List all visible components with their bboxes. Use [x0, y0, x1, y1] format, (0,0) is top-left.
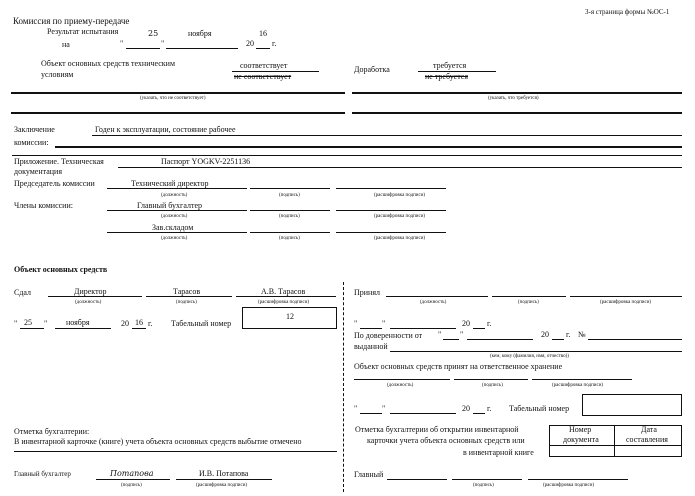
member1-cap-decoding: (расшифровка подписи): [374, 214, 426, 219]
conditions-caption: (указать, что не соответствует): [140, 96, 206, 101]
handover-label: Сдал: [14, 288, 32, 297]
chief-decoding-line: [176, 479, 272, 480]
handover-signature-line: [146, 296, 232, 297]
conditions-option-no: не соответствует: [234, 72, 292, 81]
member1-signature-line: [250, 210, 330, 211]
chief-accountant-signature: Потапова: [110, 469, 154, 478]
inventory-col1-header-2: документа: [563, 435, 599, 444]
handover-year-suffix: г.: [148, 319, 153, 328]
object-section-title: Объект основных средств: [14, 265, 108, 274]
chief-cap-signature: (подпись): [121, 483, 142, 488]
handover-cap-position: (должность): [75, 300, 102, 305]
receive-month-line: [390, 328, 456, 329]
accounting-note-label: Отметка бухгалтерии:: [14, 427, 90, 436]
member1-cap-signature: (подпись): [279, 214, 300, 219]
custody-text: Объект основных средств принят на ответственное хранение: [354, 362, 563, 371]
chairman-cap-decoding: (расшифровка подписи): [374, 193, 426, 198]
test-month-line: [166, 48, 238, 49]
proxy-year-line: [552, 339, 564, 340]
accounting-note-text: В инвентарной карточке (книге) учета объекта основных средств выбытие отмечено: [14, 438, 302, 446]
inventory-table-divider: [614, 425, 615, 457]
test-results-label: Результат испытания: [47, 27, 119, 36]
receive-quote-close: ": [382, 319, 386, 328]
receive-label: Принял: [354, 288, 381, 297]
handover-day-line: [20, 328, 44, 329]
receive-year-prefix: 20: [462, 319, 470, 328]
custody-year-suffix: г.: [487, 404, 492, 413]
receive-decoding-line: [570, 296, 682, 297]
member2-cap-signature: (подпись): [279, 236, 300, 241]
handover-position-line: [48, 296, 142, 297]
handover-year-line: [132, 328, 146, 329]
page-label: 3-я страница формы №ОС-1: [585, 8, 670, 16]
chairman-cap-position: (должность): [161, 193, 188, 198]
custody-year-line: [473, 413, 485, 414]
chairman-decoding-line: [336, 188, 446, 189]
chairman-label: Председатель комиссии: [14, 179, 95, 188]
proxy-label: По доверенности от: [354, 331, 423, 340]
commission-title: Комиссия по приему-передаче: [13, 16, 130, 26]
section-divider: [343, 282, 344, 492]
member2-position-line: [107, 232, 247, 233]
rule-line-1: [11, 112, 345, 114]
test-day-line: [126, 48, 160, 49]
member1-position-line: [107, 210, 247, 211]
rework-label: Доработка: [354, 65, 390, 74]
member2-cap-decoding: (расшифровка подписи): [374, 236, 426, 241]
custody-quote-close: ": [382, 404, 386, 413]
receive-signature-line: [492, 296, 566, 297]
attachment-passport: Паспорт YOGKV-2251136: [161, 157, 251, 166]
test-year-prefix: 20: [246, 39, 254, 48]
chief-signature-line: [96, 479, 170, 480]
inventory-table-header-line: [549, 445, 682, 446]
receive-cap-signature: (подпись): [518, 300, 539, 305]
custody-day-line: [360, 413, 382, 414]
member2-signature-line: [250, 232, 330, 233]
test-year-line: [256, 48, 270, 49]
proxy-quote-close: ": [460, 330, 464, 339]
custody-cap-position: (должность): [387, 383, 414, 388]
conclusion-label-2: комиссии:: [14, 138, 49, 147]
attachment-label: Приложение. Техническая: [14, 157, 104, 166]
member2-cap-position: (должность): [161, 236, 188, 241]
conditions-label: Объект основных средств техническим: [41, 59, 176, 68]
attachment-line: [12, 155, 682, 156]
custody-position-line: [354, 379, 450, 380]
custody-decoding-line: [532, 379, 632, 380]
custody-month-line: [390, 413, 456, 414]
rework-option-no: не требуется: [425, 72, 469, 81]
inventory-col2-header-2: составления: [626, 435, 668, 444]
inventory-col1-header: Номер: [569, 425, 592, 434]
handover-month: ноября: [66, 318, 90, 327]
receive-year-suffix: г.: [487, 319, 492, 328]
test-day-quote-close: ": [161, 39, 165, 48]
inventory-col2-header: Дата: [641, 425, 657, 434]
proxy-number-sign: №: [578, 330, 586, 339]
handover-decoding-line: [236, 296, 336, 297]
chief-cap-decoding: (расшифровка подписи): [196, 483, 248, 488]
proxy-issued-label: выданной: [354, 342, 388, 351]
proxy-caption: (кем, кому (фамилия, имя, отчество)): [490, 354, 569, 359]
receive-position-line: [386, 296, 488, 297]
conditions-option-yes: соответствует: [240, 61, 288, 70]
handover-quote-open: ": [14, 319, 18, 328]
conclusion-text: Годен к эксплуатации, состояние рабочее: [95, 125, 236, 134]
custody-quote-open: ": [354, 404, 358, 413]
handover-cap-decoding: (расшифровка подписи): [258, 300, 310, 305]
members-label: Члены комиссии:: [14, 201, 73, 210]
member1-decoding-line: [336, 210, 446, 211]
receive-cap-decoding: (расшифровка подписи): [600, 300, 652, 305]
receive-year-line: [473, 328, 485, 329]
custody-cap-decoding: (расшифровка подписи): [552, 383, 604, 388]
rule-line-2: [352, 112, 682, 114]
member1-cap-position: (должность): [161, 214, 188, 219]
chairman-signature-line: [250, 188, 330, 189]
inventory-mark-line3: в инвентарной книге: [463, 448, 534, 457]
rework-answer-line: [352, 92, 682, 94]
receive-quote-open: ": [354, 319, 358, 328]
handover-year: 16: [135, 318, 143, 327]
handover-day: 25: [24, 318, 32, 327]
handover-tab-label: Табельный номер: [171, 319, 232, 328]
custody-cap-signature: (подпись): [482, 383, 503, 388]
member1-position: Главный бухгалтер: [137, 201, 202, 210]
proxy-month-line: [467, 339, 533, 340]
receive-day-line: [360, 328, 382, 329]
chairman-cap-signature: (подпись): [279, 193, 300, 198]
custody-tab-label: Табельный номер: [509, 404, 570, 413]
chairman-position-line: [107, 188, 247, 189]
inventory-decoding-line: [528, 479, 628, 480]
conclusion-label: Заключение: [14, 125, 55, 134]
chairman-position: Технический директор: [131, 179, 209, 188]
inventory-cap-signature: (подпись): [473, 483, 494, 488]
inventory-mark-line2: карточки учета объекта основных средств или: [367, 436, 525, 445]
inventory-signature-line: [452, 479, 522, 480]
proxy-number-line: [588, 339, 682, 340]
accounting-note-line: [14, 451, 337, 452]
handover-month-line: [55, 328, 111, 329]
custody-signature-line: [454, 379, 528, 380]
custody-tab-box: [582, 394, 682, 416]
handover-tab-number: 12: [286, 312, 294, 321]
attachment-line-2: [118, 167, 682, 168]
test-day: 25: [148, 29, 159, 38]
handover-position: Директор: [74, 287, 107, 296]
proxy-year-suffix: г.: [566, 330, 571, 339]
test-results-label-2: на: [62, 40, 70, 49]
handover-signature: Тарасов: [173, 287, 201, 296]
chief-accountant-decoding: И.В. Потапова: [199, 469, 249, 478]
conclusion-line-2: [55, 146, 682, 148]
member2-decoding-line: [336, 232, 446, 233]
custody-year-prefix: 20: [462, 404, 470, 413]
conclusion-line-1: [92, 135, 682, 136]
inventory-chief-label: Главный: [354, 470, 384, 479]
test-month: ноября: [188, 29, 212, 38]
inventory-cap-decoding: (расшифровка подписи): [543, 483, 595, 488]
attachment-label-2: документация: [14, 167, 63, 176]
test-day-quote-open: ": [120, 39, 124, 48]
test-year-suffix: г.: [272, 39, 277, 48]
receive-cap-position: (должность): [420, 300, 447, 305]
chief-accountant-label: Главный бухгалтер: [14, 470, 71, 478]
proxy-issued-line: [390, 351, 682, 352]
rework-caption: (указать, что требуется): [488, 96, 539, 101]
member2-position: Зав.складом: [152, 223, 194, 232]
inventory-chief-line: [387, 479, 447, 480]
handover-decoding: А.В. Тарасов: [261, 287, 306, 296]
proxy-year-prefix: 20: [541, 330, 549, 339]
handover-quote-close: ": [44, 319, 48, 328]
proxy-quote-open: ": [438, 330, 442, 339]
proxy-day-line: [443, 339, 459, 340]
inventory-mark-line1: Отметка бухгалтерии об открытии инвентарной: [355, 425, 519, 434]
handover-cap-signature: (подпись): [176, 300, 197, 305]
handover-year-prefix: 20: [121, 319, 129, 328]
conditions-label-2: условиям: [41, 70, 74, 79]
test-year: 16: [259, 29, 267, 38]
conditions-answer-line: [11, 92, 345, 94]
rework-option-yes: требуется: [433, 61, 467, 70]
